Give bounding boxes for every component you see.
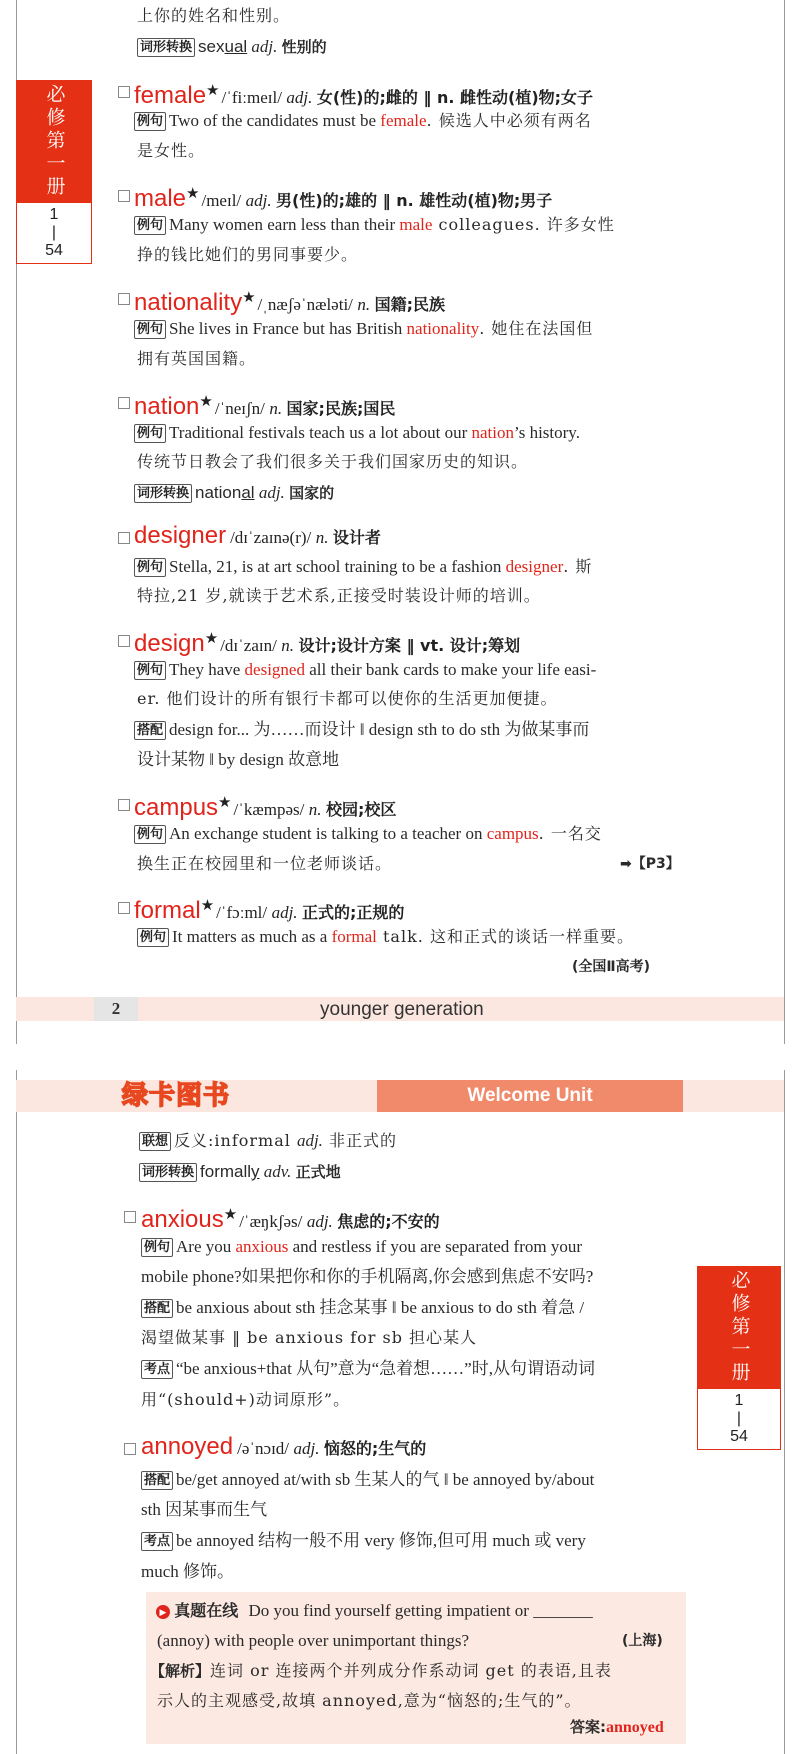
side-tab-volume[interactable] xyxy=(16,80,92,264)
entry-annoyed-collocation: 搭配 be/get annoyed at/with sb 生某人的气 ‖ be annoyed by/about xyxy=(141,1469,594,1491)
checkbox-anxious[interactable] xyxy=(124,1211,136,1223)
entry-male-headword: male★ /meɪl/ adj. 男(性)的;雄的 ‖ n. 雄性动(植)物;男子 xyxy=(134,185,553,212)
checkbox-formal[interactable] xyxy=(118,902,130,914)
entry-campus-example-cont: 换生正在校园里和一位老师谈话。 xyxy=(137,854,393,873)
formal-word-form: 词形转换 formally adv. 正式地 xyxy=(139,1161,341,1183)
entry-designer-example-cont: 特拉,21 岁,就读于艺术系,正接受时装设计师的培训。 xyxy=(137,586,541,605)
play-icon: ▶ xyxy=(156,1605,170,1619)
side-tab-range: 1 | 54 xyxy=(16,203,92,264)
checkbox-annoyed[interactable] xyxy=(124,1443,136,1455)
side-tab-label-2: 必修第一册 xyxy=(697,1266,781,1389)
entry-formal-headword: formal★ /ˈfɔːml/ adj. 正式的;正规的 xyxy=(134,897,405,924)
checkbox-campus[interactable] xyxy=(118,799,130,811)
entry-nationality-example-cont: 拥有英国国籍。 xyxy=(137,349,257,368)
footer-title: younger generation xyxy=(320,999,484,1020)
entry-anxious-collocation-cont: 渴望做某事 ‖ be anxious for sb 担心某人 xyxy=(141,1328,478,1347)
page-border-right xyxy=(784,0,785,1044)
word-form-def: 性别的 xyxy=(281,38,327,56)
word-form-suffix: ual xyxy=(224,37,248,56)
checkbox-male[interactable] xyxy=(118,190,130,202)
entry-nationality-example: 例句 She lives in France but has British nationality. 她住在法国但 xyxy=(134,318,593,340)
exam-source: (上海) xyxy=(622,1633,663,1649)
checkbox-design[interactable] xyxy=(118,635,130,647)
page-gap xyxy=(0,1044,800,1070)
page-reference-link[interactable]: ➡【P3】 xyxy=(620,856,680,872)
word-form-word: sex xyxy=(198,37,225,56)
entry-female-headword: female★ /ˈfiːmeɪl/ adj. 女(性)的;雌的 ‖ n. 雌性动(植)物;女子 xyxy=(134,82,594,109)
word-form-tag: 词形转换 xyxy=(137,38,195,57)
entry-nation-headword: nation★ /ˈneɪʃn/ n. 国家;民族;国民 xyxy=(134,393,396,420)
word-form-pos: adj. xyxy=(251,37,278,56)
entry-formal-source: (全国Ⅱ高考) xyxy=(572,959,651,975)
checkbox-designer[interactable] xyxy=(118,532,130,544)
formal-association: 联想 反义:informal adj. 非正式的 xyxy=(139,1130,397,1152)
unit-title: Welcome Unit xyxy=(377,1080,683,1112)
entry-nation-example-cont: 传统节日教会了我们很多关于我们国家历史的知识。 xyxy=(137,452,529,471)
entry-anxious-headword: anxious★ /ˈæŋkʃəs/ adj. 焦虑的;不安的 xyxy=(141,1206,440,1233)
entry-designer-example: 例句 Stella, 21, is at art school training to be a fashion designer. 斯 xyxy=(134,556,592,578)
page-number: 2 xyxy=(94,997,138,1021)
entry-anxious-keypoint: 考点 “be anxious+that 从句”意为“急着想……”时,从句谓语动词 xyxy=(141,1358,595,1380)
entry-nation-word-form: 词形转换 national adj. 国家的 xyxy=(134,482,334,504)
side-tab-volume-2[interactable] xyxy=(697,1266,781,1450)
exam-analysis-cont: 示人的主观感受,故填 annoyed,意为“恼怒的;生气的”。 xyxy=(157,1691,582,1710)
entry-design-collocation-cont: 设计某物 ‖ by design 故意地 xyxy=(137,750,340,769)
entry-anxious-example: 例句 Are you anxious and restless if you are separated from your xyxy=(141,1236,582,1258)
entry-design-example-cont: er. 他们设计的所有银行卡都可以使你的生活更加便捷。 xyxy=(137,689,558,708)
entry-designer-headword: designer /dɪˈzaɪnə(r)/ n. 设计者 xyxy=(134,522,381,549)
side-tab-label: 必修第一册 xyxy=(16,80,92,203)
continued-text: 上你的姓名和性别。 xyxy=(137,6,291,25)
entry-annoyed-keypoint: 考点 be annoyed 结构一般不用 very 修饰,但可用 much 或 very xyxy=(141,1530,586,1552)
entry-design-collocation: 搭配 design for... 为……而设计 ‖ design sth to do sth 为做某事而 xyxy=(134,719,589,741)
exam-answer: 答案:annoyed xyxy=(570,1718,664,1736)
page-border-right-2 xyxy=(784,1070,785,1754)
entry-annoyed-keypoint-cont: much 修饰。 xyxy=(141,1562,235,1581)
exam-question-line2: (annoy) with people over unimportant things? xyxy=(157,1631,470,1650)
entry-formal-example: 例句 It matters as much as a formal talk. 这和正式的谈话一样重要。 xyxy=(137,926,634,948)
entry-male-example-cont: 挣的钱比她们的男同事要少。 xyxy=(137,245,359,264)
entry-female-example: 例句 Two of the candidates must be female. 候选人中必须有两名 xyxy=(134,110,592,132)
entry-nation-example: 例句 Traditional festivals teach us a lot about our nation’s history. xyxy=(134,422,580,444)
entry-anxious-example-cont: mobile phone?如果把你和你的手机隔离,你会感到焦虑不安吗? xyxy=(141,1267,594,1286)
entry-design-example: 例句 They have designed all their bank cards to make your life easi- xyxy=(134,659,596,681)
exam-question-line1: Do you find yourself getting impatient or _______ xyxy=(248,1601,593,1620)
publisher-logo: 绿卡图书 xyxy=(122,1081,231,1111)
entry-anxious-keypoint-cont: 用“(should+)动词原形”。 xyxy=(141,1390,351,1409)
entry-campus-headword: campus★ /ˈkæmpəs/ n. 校园;校区 xyxy=(134,794,397,821)
checkbox-female[interactable] xyxy=(118,86,130,98)
exam-question xyxy=(156,1600,593,1622)
entry-design-headword: design★ /dɪˈzaɪn/ n. 设计;设计方案 ‖ vt. 设计;筹划 xyxy=(134,630,521,657)
entry-male-example: 例句 Many women earn less than their male colleagues. 许多女性 xyxy=(134,214,615,236)
entry-nationality-headword: nationality★ /ˌnæʃəˈnæləti/ n. 国籍;民族 xyxy=(134,289,445,316)
checkbox-nationality[interactable] xyxy=(118,293,130,305)
side-tab-range-2: 1 | 54 xyxy=(697,1389,781,1450)
entry-annoyed-headword: annoyed /əˈnɔɪd/ adj. 恼怒的;生气的 xyxy=(141,1433,427,1460)
entry-female-example-cont: 是女性。 xyxy=(137,141,206,160)
exam-label: 真题在线 xyxy=(174,1601,239,1620)
page-border-left-2 xyxy=(16,1070,17,1754)
entry-campus-example: 例句 An exchange student is talking to a teacher on campus. 一名交 xyxy=(134,823,602,845)
entry-anxious-collocation: 搭配 be anxious about sth 挂念某事 ‖ be anxious to do sth 着急 / xyxy=(141,1297,584,1319)
checkbox-nation[interactable] xyxy=(118,397,130,409)
word-form-line xyxy=(137,36,327,58)
exam-analysis: 【解析】连词 or 连接两个并列成分作系动词 get 的表语,且表 xyxy=(150,1661,612,1680)
entry-annoyed-collocation-cont: sth 因某事而生气 xyxy=(141,1500,268,1519)
